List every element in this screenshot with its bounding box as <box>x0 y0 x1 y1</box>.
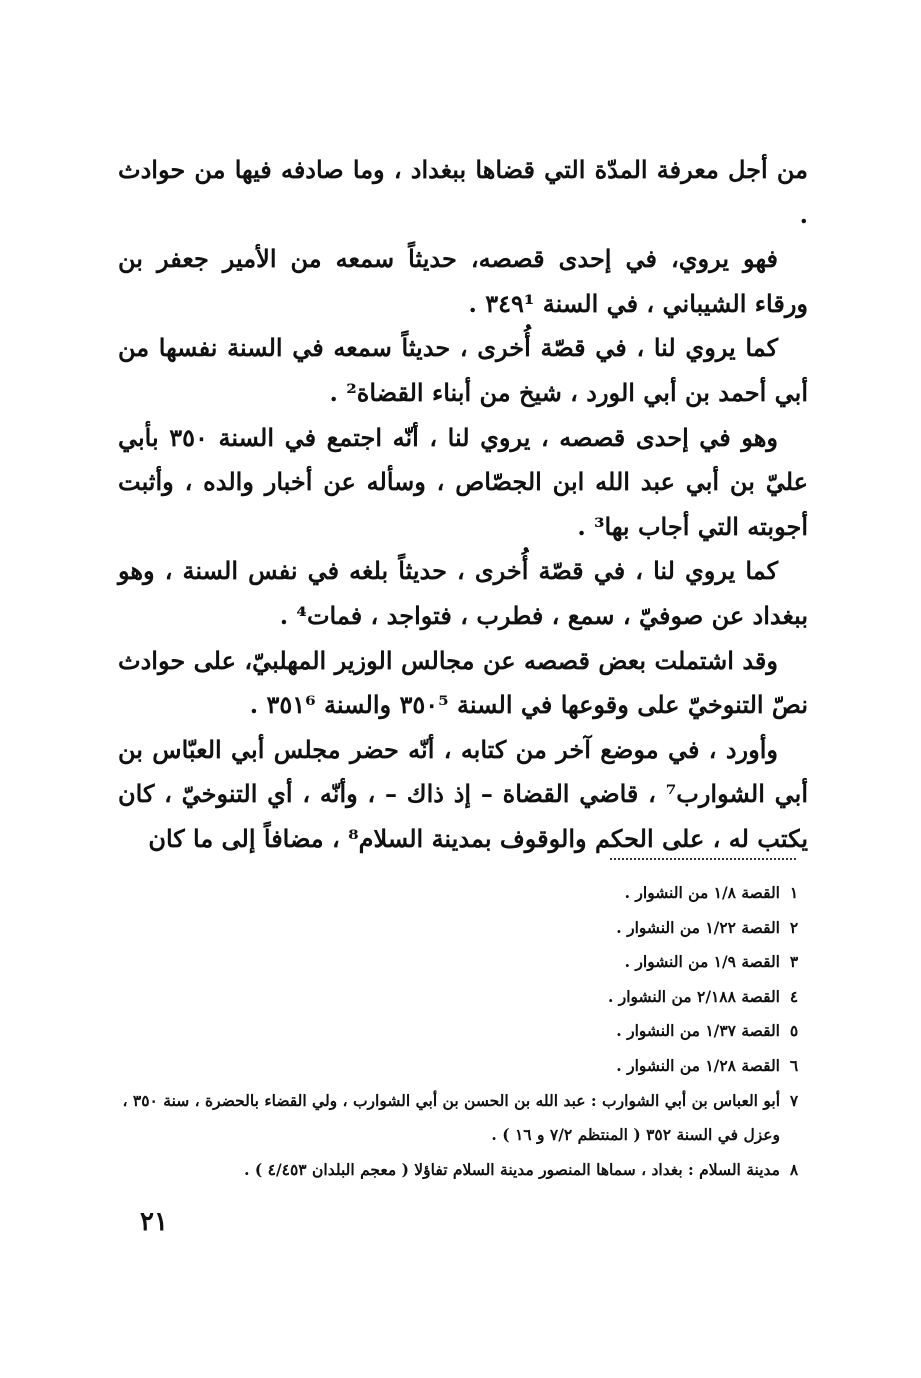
footnote <box>118 1153 808 1188</box>
footnote-number: ٦ <box>789 1055 799 1075</box>
footnote-text: أبو العباس بن أبي الشوارب : عبد الله بن الحسن بن أبي الشوارب ، ولي القضاء بالحضرة ، سنة ٣٥٠ ، وعزل في السنة ٣٥٢ ( المنتظم ٧/٢ و ١٦ ) . <box>122 1090 780 1145</box>
paragraph-3: كما يروي لنا ، في قصّة أُخرى ، حديثاً سمعه في السنة نفسها من أبي أحمد بن أبي الورد ، شيخ من أبناء القضاة² . <box>118 333 808 407</box>
footnote-number: ٢ <box>789 917 799 937</box>
footnote <box>118 911 808 946</box>
footnote-number: ٨ <box>789 1159 799 1179</box>
footnote-number: ٧ <box>789 1090 799 1110</box>
footnote <box>118 945 808 980</box>
footnote-number: ٤ <box>789 986 799 1006</box>
footnote <box>118 1049 808 1084</box>
footnote-text: القصة ١/٨ من النشوار . <box>624 883 780 902</box>
footnote-text: القصة ١/٣٧ من النشوار . <box>616 1021 780 1041</box>
footnote-number: ٥ <box>789 1021 799 1041</box>
footnote-text: القصة ١/٩ من النشوار . <box>624 952 780 972</box>
footnote <box>118 1084 808 1153</box>
footnote-number: ٣ <box>789 952 799 972</box>
footnote <box>118 1014 808 1049</box>
footnote-text: القصة ١/٢٢ من النشوار . <box>616 917 780 937</box>
paragraph-2: فهو يروي، في إحدى قصصه، حديثاً سمعه من الأمير جعفر بن ورقاء الشيباني ، في السنة ٣٤٩¹ . <box>118 244 808 318</box>
footnote <box>118 980 808 1015</box>
main-text <box>118 148 808 862</box>
paragraph-6: وقد اشتملت بعض قصصه عن مجالس الوزير المهلبيّ، على حوادث نصّ التنوخيّ على وقوعها في السنة ٣٥٠⁵ والسنة ٣٥١⁶ . <box>118 645 808 720</box>
footnote-text: مدينة السلام : بغداد ، سماها المنصور مدينة السلام تفاؤلا ( معجم البلدان ٤/٤٥٣ ) . <box>244 1159 780 1179</box>
footnote-number: ١ <box>789 883 799 902</box>
paragraph-5: كما يروي لنا ، في قصّة أُخرى ، حديثاً بلغه في نفس السنة ، وهو ببغداد عن صوفيّ ، سمع ، فطرب ، فتواجد ، فمات⁴ . <box>118 556 808 630</box>
footnote-text: القصة ٢/١٨٨ من النشوار . <box>607 986 780 1006</box>
footnote-text: القصة ١/٢٨ من النشوار . <box>616 1055 780 1075</box>
footnote-separator <box>610 858 796 860</box>
paragraph-7: وأورد ، في موضع آخر من كتابه ، أنّه حضر مجلس أبي العبّاس بن أبي الشوارب⁷ ، قاضي القضاة – إذ ذاك – ، وأنّه ، أي التنوخيّ ، كان يكتب له ، على الحكم والوقوف بمدينة السلام⁸ ، مضافاً إلى ما كان <box>118 734 808 853</box>
footnote <box>118 876 808 911</box>
paragraph-1: من أجل معرفة المدّة التي قضاها ببغداد ، وما صادفه فيها من حوادث . <box>118 155 808 229</box>
footnotes <box>118 876 808 1187</box>
page-number: ٢١ <box>140 1207 168 1237</box>
paragraph-4: وهو في إحدى قصصه ، يروي لنا ، أنّه اجتمع في السنة ٣٥٠ بأبي عليّ بن أبي عبد الله ابن الجصّاص ، وسأله عن أخبار والده ، وأثبت أجوبته التي أجاب بها³ . <box>118 422 808 541</box>
